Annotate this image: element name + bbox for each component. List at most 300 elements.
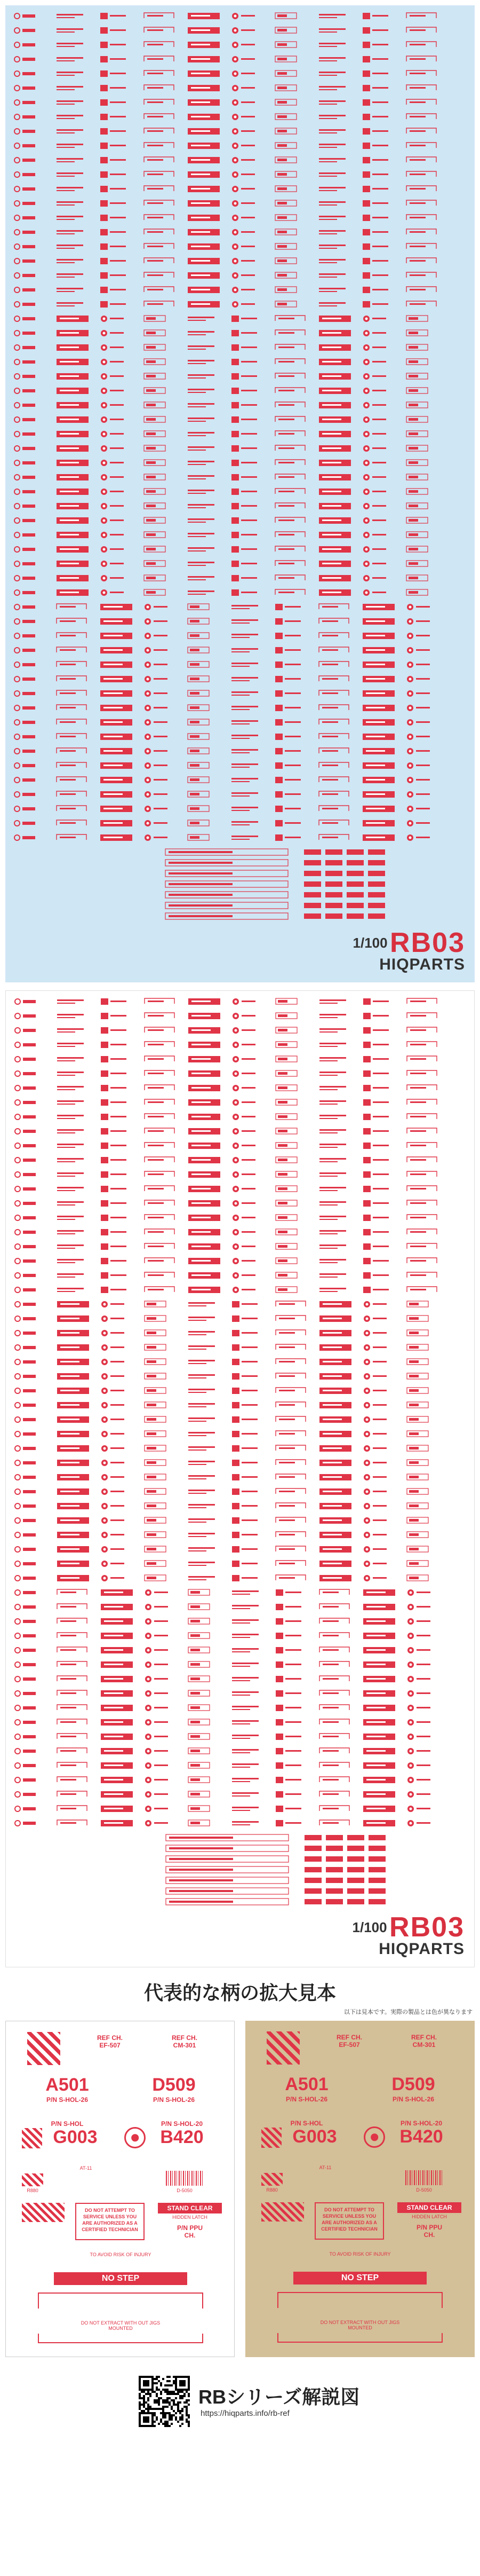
- decal-mark: [188, 633, 209, 639]
- decal-mark: [100, 834, 132, 841]
- decal-mark: [100, 186, 126, 192]
- decal-mark: [364, 1460, 387, 1466]
- ref-a-code: EF-507: [339, 2041, 360, 2049]
- decal-mark: [188, 777, 209, 783]
- decal-mark: [57, 1014, 84, 1018]
- decal-mark: [101, 1085, 126, 1091]
- decal-mark: [15, 1028, 36, 1033]
- decal-mark: [363, 1157, 389, 1163]
- decal-mark: [407, 647, 430, 653]
- decal-mark: [407, 1589, 430, 1596]
- decal-mark: [145, 1719, 168, 1726]
- decal-mark: [188, 834, 209, 840]
- decal-mark: [14, 316, 35, 321]
- decal-markings-blue: [5, 5, 475, 982]
- decal-mark: [57, 661, 86, 667]
- code-c: G003: [292, 2126, 337, 2147]
- decal-mark: [188, 690, 209, 696]
- decal-mark: [231, 474, 257, 480]
- decal-mark: [363, 1027, 389, 1034]
- decal-mark: [101, 1272, 126, 1279]
- decal-mark: [276, 1027, 297, 1033]
- decal-mark: [14, 157, 35, 163]
- decal-mark: [188, 200, 220, 207]
- ref-a: REF CH.: [97, 2034, 123, 2042]
- decal-mark: [188, 1562, 215, 1566]
- decal-mark: [276, 1013, 297, 1019]
- decal-mark: [101, 1532, 124, 1538]
- decal-mark: [407, 1272, 437, 1278]
- decal-mark: [100, 272, 126, 279]
- decal-mark: [100, 618, 132, 625]
- decal-mark: [100, 200, 126, 207]
- decal-mark: [188, 1200, 220, 1207]
- decal-mark: [188, 719, 209, 725]
- decal-mark: [100, 243, 126, 250]
- decal-mark: [275, 561, 305, 566]
- decal-mark: [57, 791, 86, 797]
- decal-mark: [232, 1691, 259, 1696]
- ref-label-b: [161, 2034, 209, 2049]
- decal-mark: [144, 460, 165, 466]
- decal-mark: [57, 1575, 89, 1581]
- decal-mark: [232, 27, 255, 34]
- decal-mark: [319, 1532, 351, 1538]
- decal-mark: [233, 1272, 255, 1279]
- decal-mark: [275, 229, 297, 235]
- decal-mark: [319, 1690, 349, 1696]
- decal-mark: [145, 1128, 174, 1133]
- decal-mark: [57, 445, 89, 452]
- decal-mark: [275, 388, 305, 393]
- barcode-icon: [166, 2171, 203, 2186]
- decal-mark: [101, 1402, 124, 1408]
- decal-mark: [363, 834, 395, 841]
- decal-mark: [232, 1735, 259, 1739]
- decal-mark: [188, 1806, 210, 1811]
- decal-mark: [407, 1532, 428, 1538]
- decal-mark: [407, 1719, 430, 1726]
- decal-mark: [188, 1533, 215, 1537]
- decal-mark: [275, 128, 297, 134]
- decal-mark: [101, 1791, 133, 1798]
- decal-mark: [363, 806, 395, 812]
- decal-mark: [231, 619, 258, 624]
- decal-mark: [319, 1359, 351, 1365]
- decal-mark: [57, 1705, 87, 1710]
- decal-mark: [276, 1315, 306, 1321]
- decal-mark: [232, 1330, 258, 1336]
- decal-mark: [276, 1229, 297, 1235]
- decal-mark: [14, 734, 35, 739]
- decal-mark: [363, 762, 395, 769]
- code-a: A501: [285, 2074, 329, 2094]
- decal-mark: [145, 748, 167, 754]
- decal-mark: [15, 1763, 36, 1768]
- decal-mark: [364, 1373, 387, 1380]
- decal-mark: [57, 1288, 84, 1292]
- decal-mark: [363, 1647, 395, 1653]
- decal-mark: [407, 1056, 437, 1061]
- decal-mark: [407, 690, 430, 697]
- decal-mark: [276, 1099, 297, 1105]
- hatch-stripe-icon: [261, 2202, 304, 2221]
- decal-mark: [233, 1215, 255, 1221]
- decal-mark: [275, 402, 305, 407]
- decal-mark: [232, 1460, 258, 1466]
- decal-mark: [319, 1315, 351, 1322]
- decal-mark: [276, 998, 297, 1004]
- decal-mark: [101, 1777, 133, 1783]
- decal-mark: [407, 1488, 428, 1494]
- decal-mark: [364, 1561, 387, 1567]
- decal-mark: [144, 359, 165, 365]
- decal-mark: [144, 416, 165, 422]
- decal-mark: [145, 1287, 174, 1292]
- decal-mark: [57, 532, 89, 538]
- decal-mark: [232, 287, 255, 293]
- decal-mark: [364, 1445, 387, 1452]
- decal-mark: [363, 1791, 395, 1798]
- decal-mark: [57, 618, 86, 624]
- decal-mark: [407, 1373, 428, 1379]
- decal-mark: [188, 70, 220, 77]
- bracket-mark: [277, 2333, 443, 2343]
- decal-mark: [363, 301, 388, 308]
- decal-mark: [57, 1431, 89, 1437]
- decal-mark: [188, 998, 220, 1005]
- decal-mark: [407, 1690, 430, 1697]
- decal-mark: [188, 1791, 210, 1797]
- footer-url[interactable]: https://hiqparts.info/rb-ref: [201, 2409, 290, 2418]
- decal-mark: [406, 99, 436, 105]
- decal-mark: [15, 1273, 36, 1278]
- decal-mark: [188, 1331, 215, 1335]
- decal-mark: [57, 158, 83, 162]
- decal-mark: [319, 1777, 349, 1782]
- decal-mark: [407, 1344, 428, 1350]
- decal-mark: [101, 1157, 126, 1163]
- decal-mark: [101, 1719, 133, 1726]
- decal-mark: [363, 1604, 395, 1610]
- decal-mark: [14, 806, 35, 812]
- decal-mark: [276, 1647, 301, 1653]
- decal-mark: [319, 1388, 351, 1394]
- decal-mark: [319, 72, 346, 76]
- decal-mark: [275, 416, 305, 422]
- decal-mark: [101, 1186, 126, 1192]
- decal-mark: [188, 1042, 220, 1048]
- ref-b: REF CH.: [411, 2034, 437, 2041]
- decal-mark: [145, 1546, 166, 1552]
- decal-mark: [232, 200, 255, 207]
- decal-mark: [145, 1171, 174, 1177]
- decal-mark: [276, 1575, 306, 1580]
- decal-mark: [57, 690, 86, 696]
- decal-mark: [145, 1431, 166, 1437]
- decal-mark: [276, 1589, 301, 1596]
- decal-mark: [363, 1618, 395, 1625]
- decal-mark: [232, 258, 255, 264]
- decal-mark: [14, 576, 35, 581]
- decal-mark: [100, 70, 126, 77]
- decal-mark: [319, 834, 349, 840]
- decal-mark: [14, 604, 35, 610]
- decal-mark: [364, 1431, 387, 1437]
- decal-mark: [14, 172, 35, 177]
- decal-mark: [232, 1648, 259, 1652]
- decal-mark: [188, 1345, 215, 1350]
- decal-mark: [101, 1287, 126, 1293]
- decal-mark: [101, 460, 124, 466]
- decal-mark: [275, 820, 301, 826]
- decal-mark: [15, 1748, 36, 1754]
- ppu-label: P/N PPU: [177, 2224, 203, 2232]
- decal-mark: [145, 1661, 168, 1668]
- decal-mark: [144, 287, 174, 292]
- decal-stripe: [166, 1845, 386, 1852]
- decal-mark: [319, 1748, 349, 1753]
- decal-mark: [319, 172, 346, 177]
- decal-mark: [232, 70, 255, 77]
- decal-mark: [57, 187, 83, 191]
- decal-mark: [15, 1359, 36, 1365]
- decal-mark: [364, 1330, 387, 1336]
- decal-mark: [406, 128, 436, 133]
- decal-mark: [188, 647, 209, 653]
- decal-mark: [319, 1402, 351, 1408]
- decal-mark: [188, 258, 220, 264]
- decal-mark: [233, 1042, 255, 1048]
- decal-mark: [406, 42, 436, 47]
- decal-mark: [57, 834, 86, 840]
- decal-mark: [188, 1518, 215, 1523]
- decal-mark: [145, 1359, 166, 1365]
- decal-mark: [363, 27, 388, 34]
- decal-mark: [57, 806, 86, 811]
- decal-mark: [14, 720, 35, 725]
- decal-mark: [275, 791, 301, 798]
- decal-mark: [14, 417, 35, 422]
- decal-mark: [233, 1085, 255, 1091]
- decal-mark: [276, 1114, 297, 1120]
- decal-mark: [363, 460, 386, 466]
- decal-mark: [363, 561, 386, 567]
- decal-mark: [188, 820, 209, 826]
- decal-mark: [100, 734, 132, 740]
- decal-mark: [319, 633, 349, 638]
- decal-mark: [406, 546, 428, 552]
- decal-mark: [406, 589, 428, 595]
- decal-mark: [363, 445, 386, 452]
- brand-name: HIQPARTS: [379, 956, 465, 973]
- decal-mark: [144, 532, 165, 538]
- decal-mark: [57, 359, 89, 365]
- decal-mark: [406, 301, 436, 306]
- decal-mark: [188, 547, 214, 552]
- decal-mark: [57, 489, 89, 495]
- decal-mark: [188, 1604, 210, 1610]
- decal-mark: [275, 272, 297, 278]
- decal-mark: [363, 1128, 389, 1135]
- decal-mark: [100, 143, 126, 149]
- decal-mark: [407, 1676, 430, 1682]
- decal-mark: [145, 1604, 168, 1610]
- decal-mark: [144, 431, 165, 437]
- decal-mark: [57, 1144, 84, 1148]
- decal-mark: [14, 590, 35, 595]
- ref-label-a: [325, 2034, 373, 2049]
- decal-mark: [101, 445, 124, 452]
- decal-mark: [145, 1503, 166, 1509]
- stand-clear-bar: STAND CLEAR: [397, 2202, 461, 2213]
- decal-mark: [231, 691, 258, 696]
- decal-mark: [363, 719, 395, 726]
- decal-mark: [319, 604, 349, 609]
- decal-mark: [407, 1517, 428, 1523]
- code-r: R880: [27, 2188, 38, 2193]
- decal-mark: [101, 546, 124, 553]
- decal-mark: [100, 791, 132, 798]
- decal-mark: [188, 1618, 210, 1624]
- decal-mark: [145, 1070, 174, 1076]
- decal-mark: [275, 618, 301, 625]
- decal-mark: [144, 402, 165, 408]
- decal-mark: [145, 1460, 166, 1466]
- decal-mark: [15, 1042, 36, 1047]
- decal-mark: [14, 532, 35, 538]
- decal-mark: [188, 705, 209, 711]
- decal-mark: [232, 1474, 258, 1480]
- decal-mark: [276, 1705, 301, 1711]
- decal-mark: [319, 748, 349, 753]
- decal-mark: [144, 13, 174, 18]
- decal-mark: [145, 1705, 168, 1711]
- decal-mark: [145, 791, 167, 798]
- decal-mark: [57, 1445, 89, 1452]
- decal-mark: [145, 705, 167, 711]
- decal-mark: [232, 1778, 259, 1782]
- decal-mark: [275, 633, 301, 639]
- decal-mark: [363, 56, 388, 62]
- decal-mark: [276, 1042, 297, 1047]
- decal-mark: [233, 1013, 255, 1019]
- decal-mark: [406, 157, 436, 162]
- decal-mark: [231, 445, 257, 452]
- decal-mark: [57, 216, 83, 220]
- decal-mark: [15, 1489, 36, 1494]
- decal-mark: [145, 1085, 174, 1090]
- decal-mark: [319, 820, 349, 825]
- decal-mark: [407, 1431, 428, 1437]
- decal-mark: [407, 1388, 428, 1393]
- decal-mark: [276, 1070, 297, 1076]
- decal-mark: [319, 1589, 349, 1595]
- decal-mark: [188, 806, 209, 812]
- decal-mark: [319, 1288, 346, 1292]
- decal-mark: [57, 1115, 84, 1119]
- decal-mark: [145, 1488, 166, 1494]
- decal-mark: [275, 200, 297, 206]
- decal-mark: [57, 1690, 87, 1696]
- decal-mark: [319, 1244, 346, 1249]
- ppu: [397, 2224, 461, 2239]
- decal-mark: [188, 1272, 220, 1279]
- decal-mark: [275, 690, 301, 697]
- decal-mark: [145, 1258, 174, 1263]
- no-step-bar: NO STEP: [54, 2272, 187, 2285]
- decal-mark: [232, 1619, 259, 1624]
- decal-mark: [407, 1258, 437, 1263]
- decal-mark: [232, 1532, 258, 1538]
- decal-mark: [319, 474, 351, 480]
- decal-mark: [15, 1129, 36, 1134]
- decal-mark: [407, 1301, 428, 1307]
- decal-mark: [15, 1619, 36, 1624]
- decal-mark: [100, 301, 126, 308]
- decal-mark: [363, 416, 386, 423]
- decal-mark: [188, 360, 214, 364]
- decal-mark: [57, 1618, 87, 1624]
- decal-mark: [407, 705, 430, 711]
- decal-mark: [406, 200, 436, 206]
- decal-mark: [101, 1258, 126, 1264]
- decal-mark: [407, 1474, 428, 1480]
- ref-a: REF CH.: [337, 2034, 362, 2041]
- hatch-stripe-icon: [22, 2173, 43, 2186]
- decal-mark: [15, 1172, 36, 1177]
- decal-mark: [145, 1114, 174, 1119]
- decal-mark: [276, 1143, 297, 1148]
- decal-mark: [101, 1618, 133, 1625]
- decal-mark: [145, 1373, 166, 1379]
- decal-mark: [101, 1243, 126, 1250]
- decal-mark: [233, 1143, 255, 1149]
- decal-mark: [407, 1460, 428, 1466]
- decal-mark: [319, 999, 346, 1004]
- decal-mark: [100, 806, 132, 812]
- decal-mark: [188, 1589, 210, 1595]
- decal-mark: [14, 503, 35, 509]
- decal-mark: [276, 1186, 297, 1192]
- decal-mark: [15, 1057, 36, 1062]
- decal-mark: [100, 229, 126, 235]
- decal-mark: [233, 1229, 255, 1235]
- decal-mark: [231, 532, 257, 538]
- decal-mark: [188, 1099, 220, 1106]
- decal-mark: [57, 1734, 87, 1739]
- decal-mark: [188, 1013, 220, 1019]
- decal-mark: [319, 273, 346, 278]
- decal-mark: [319, 1129, 346, 1133]
- decal-mark: [407, 1416, 428, 1422]
- decal-mark: [14, 619, 35, 624]
- decal-mark: [231, 344, 257, 351]
- decal-mark: [15, 1244, 36, 1249]
- decal-mark: [145, 1748, 168, 1754]
- decal-mark: [363, 200, 388, 207]
- decal-mark: [407, 1013, 437, 1018]
- decal-mark: [57, 1748, 87, 1753]
- decal-mark: [406, 186, 436, 191]
- decal-mark: [14, 258, 35, 264]
- qr-code-icon[interactable]: [139, 2376, 190, 2427]
- decal-mark: [319, 1057, 346, 1061]
- decal-mark: [14, 114, 35, 120]
- decal-mark: [232, 1546, 258, 1553]
- decal-stripe: [165, 913, 385, 919]
- decal-mark: [363, 820, 395, 826]
